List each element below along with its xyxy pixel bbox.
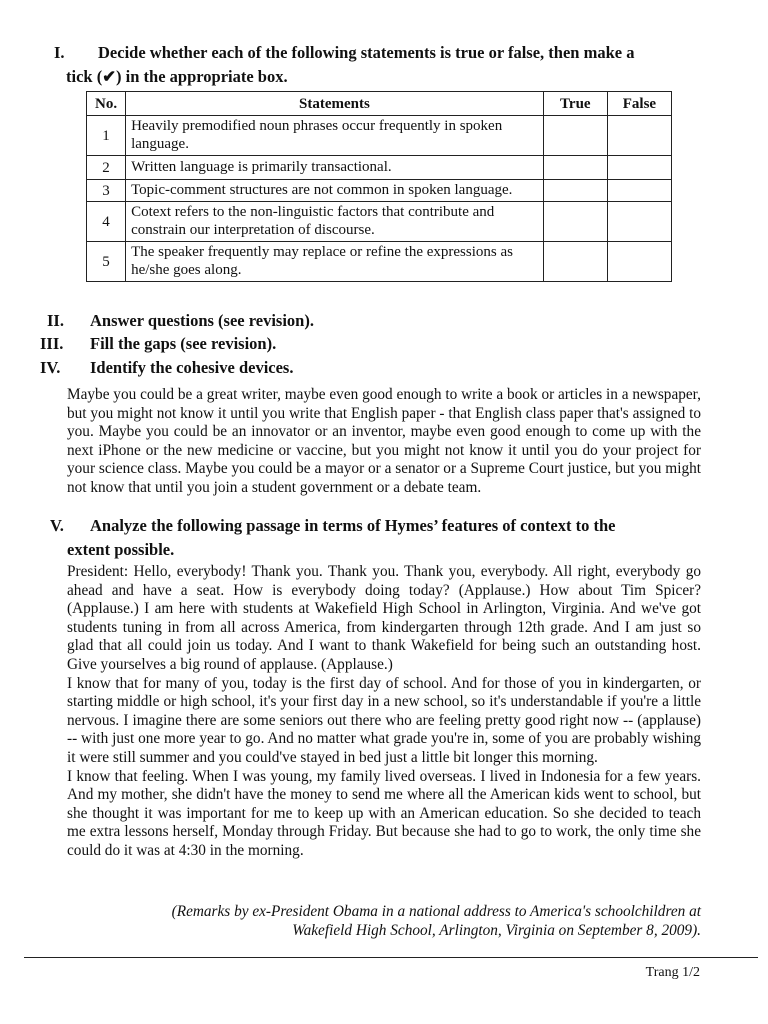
- false-checkbox-cell[interactable]: [607, 180, 671, 202]
- section-1-title: Decide whether each of the following statements is true or false, then make a: [98, 43, 635, 62]
- row-number: 2: [87, 156, 126, 180]
- row-statement: Written language is primarily transactional.: [126, 156, 544, 180]
- true-checkbox-cell[interactable]: [543, 242, 607, 282]
- citation: [61, 903, 701, 940]
- section-1-title-cont: tick (✔) in the appropriate box.: [66, 67, 288, 86]
- header-true: True: [543, 92, 607, 116]
- row-statement: Heavily premodified noun phrases occur frequently in spoken language.: [126, 116, 544, 156]
- table-row: [87, 202, 672, 242]
- footer-divider: [24, 957, 758, 958]
- row-number: 4: [87, 202, 126, 242]
- true-checkbox-cell[interactable]: [543, 202, 607, 242]
- true-checkbox-cell[interactable]: [543, 156, 607, 180]
- true-checkbox-cell[interactable]: [543, 180, 607, 202]
- speech-passage: [67, 563, 701, 861]
- speech-paragraph: President: Hello, everybody! Thank you. Thank you. Thank you, everybody. All right, everybody go ahead and have a seat. How is everybody doing today? (Applause.) How about Tim Spicer? (Applause.) I am here with students at Wakefield High School in Arlington, Virginia. And we've got students tuning in from all across America, from kindergarten through 12th grade. And I am just so glad that all could join us today. And I want to thank Wakefield for being such an outstanding host. Give yourselves a big round of applause. (Applause.): [67, 563, 701, 673]
- table-row: [87, 116, 672, 156]
- header-false: False: [607, 92, 671, 116]
- section-4-title: Identify the cohesive devices.: [90, 358, 294, 377]
- table-row: [87, 156, 672, 180]
- row-number: 1: [87, 116, 126, 156]
- section-3-number: III.: [40, 334, 64, 353]
- false-checkbox-cell[interactable]: [607, 116, 671, 156]
- citation-line: (Remarks by ex-President Obama in a national address to America's schoolchildren at: [171, 903, 701, 920]
- false-checkbox-cell[interactable]: [607, 242, 671, 282]
- statements-table: [86, 91, 672, 282]
- section-2-number: II.: [47, 311, 64, 330]
- header-no: No.: [87, 92, 126, 116]
- section-3-title: Fill the gaps (see revision).: [90, 334, 277, 353]
- section-5-title-cont: extent possible.: [67, 540, 175, 559]
- section-2-title: Answer questions (see revision).: [90, 311, 314, 330]
- cohesion-passage: Maybe you could be a great writer, maybe even good enough to write a book or articles in a newspaper, but you might not know it until you write that English paper - that English class paper that's assigned to you. Maybe you could be an innovator or an inventor, maybe even good enough to come up with the next iPhone or the new medicine or vaccine, but you might not know it until you do your project for your science class. Maybe you could be a mayor or a senator or a Supreme Court justice, but you might not know that until you join a student government or a debate team.: [67, 386, 701, 496]
- section-5-heading: [50, 515, 710, 563]
- page-number: Trang 1/2: [645, 965, 700, 980]
- section-1-heading: [54, 42, 714, 90]
- table-row: [87, 180, 672, 202]
- row-number: 5: [87, 242, 126, 282]
- table-row: [87, 242, 672, 282]
- section-4-number: IV.: [40, 358, 61, 377]
- section-5-number: V.: [50, 516, 64, 535]
- false-checkbox-cell[interactable]: [607, 156, 671, 180]
- citation-line: Wakefield High School, Arlington, Virginia on September 8, 2009).: [292, 921, 701, 939]
- row-statement: Topic-comment structures are not common in spoken language.: [126, 180, 544, 202]
- speech-paragraph: I know that for many of you, today is the first day of school. And for those of you in kindergarten, or starting middle or high school, it's your first day in a new school, so it's understandable if you're a little nervous. I imagine there are some seniors out there who are feeling pretty good right now -- (applause) -- with just one more year to go. And no matter what grade you're in, some of you are probably wishing it were still summer and you could've stayed in bed just a little bit longer this morning.: [67, 674, 701, 766]
- true-checkbox-cell[interactable]: [543, 116, 607, 156]
- table-header-row: [87, 92, 672, 116]
- section-1-number: I.: [54, 43, 65, 62]
- section-5-title: Analyze the following passage in terms of Hymes’ features of context to the: [90, 516, 616, 535]
- row-statement: The speaker frequently may replace or refine the expressions as he/she goes along.: [126, 242, 544, 282]
- row-number: 3: [87, 180, 126, 202]
- speech-paragraph: I know that feeling. When I was young, my family lived overseas. I lived in Indonesia for a few years. And my mother, she didn't have the money to send me where all the American kids went to school, but she thought it was important for me to keep up with an American education. So she decided to teach me extra lessons herself, Monday through Friday. But because she had to go to work, the only time she could do it was at 4:30 in the morning.: [67, 767, 701, 859]
- row-statement: Cotext refers to the non-linguistic factors that contribute and constrain our interpretation of discourse.: [126, 202, 544, 242]
- false-checkbox-cell[interactable]: [607, 202, 671, 242]
- header-statements: Statements: [126, 92, 544, 116]
